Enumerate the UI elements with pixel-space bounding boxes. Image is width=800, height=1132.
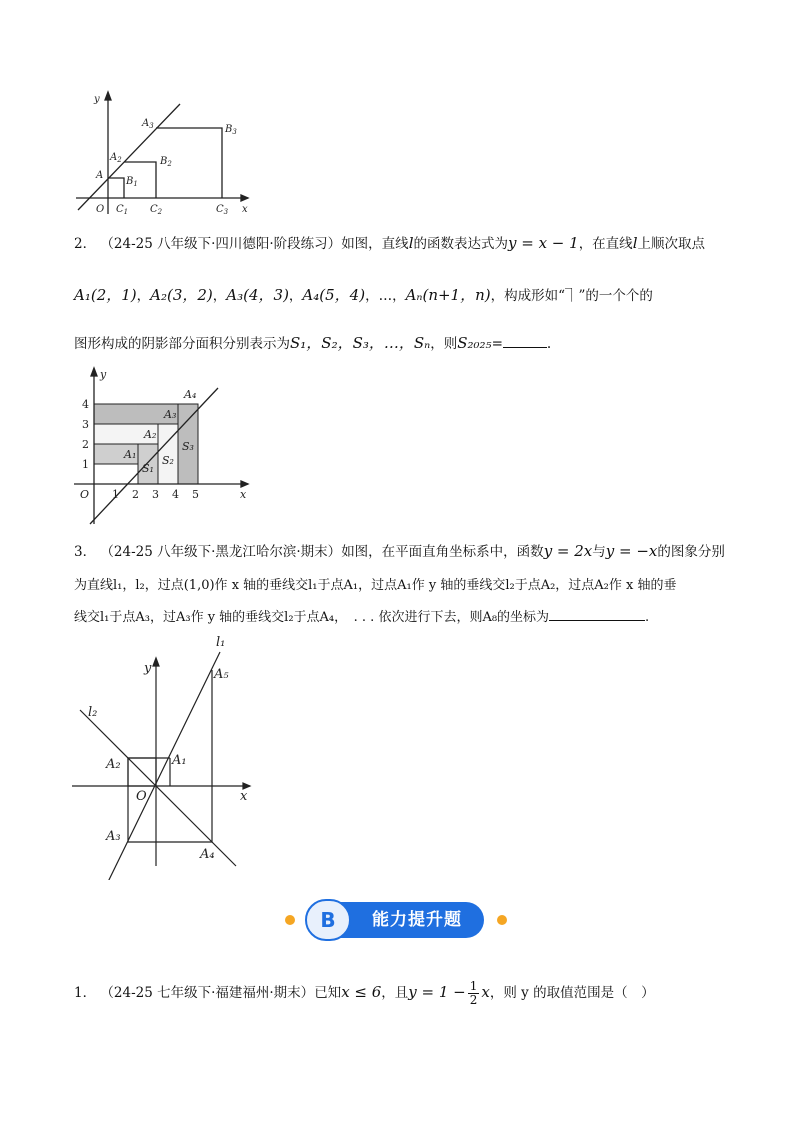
fig1-origin: O <box>96 204 105 215</box>
fig1-b1-label: $B_1$ <box>126 176 138 188</box>
x-tick: 1 <box>112 488 119 501</box>
point-a4: A₄ <box>200 847 215 862</box>
y-tick: 3 <box>82 418 89 431</box>
y-tick: 1 <box>82 458 89 471</box>
question-source: （24-25 七年级下·福建福州·期末） <box>100 985 315 1001</box>
line-l1 <box>106 652 220 880</box>
y-tick: 2 <box>82 438 89 451</box>
equation: y = x − 1 <box>508 234 579 252</box>
point-a4: A₄ <box>184 388 197 401</box>
fig3-y-label: y <box>144 661 152 676</box>
fig1-b2-label: $B_2$ <box>160 156 172 168</box>
label-l1: l₁ <box>216 635 226 650</box>
point-a1: A₁ <box>172 753 187 768</box>
question-number: 2． <box>74 236 97 252</box>
figure-staircase-rectangles <box>70 88 260 220</box>
question-3-line-3: 线交l₁于点A₃，过A₃作 y 轴的垂线交l₂于点A₄， . . . 依次进行下去，则A₈的坐标为 . <box>74 610 650 625</box>
question-number: 3． <box>74 544 97 560</box>
figure-spiral-points <box>64 630 264 880</box>
fig2-x-label: x <box>240 488 247 501</box>
section-letter: B <box>320 908 336 932</box>
x-tick: 5 <box>192 488 199 501</box>
fig1-c2-label: $C_2$ <box>150 204 163 216</box>
point-a2: A₂ <box>144 428 157 441</box>
fig1-a3-label: $A_3$ <box>142 118 154 130</box>
fig1-a1: A <box>96 170 104 181</box>
area-s3: S₃ <box>182 440 194 453</box>
question-2-line-3: 图形构成的阴影部分面积分别表示为S₁，S₂，S₃，…，Sₙ，则S₂₀₂₅= . <box>74 334 552 352</box>
fig1-a2-label: $A_2$ <box>110 152 122 164</box>
corner-shape-glyph: ⏋ <box>565 288 579 304</box>
dot-left-icon <box>285 915 295 925</box>
area-s2: S₂ <box>162 454 174 467</box>
x-tick: 3 <box>152 488 159 501</box>
section-title: 能力提升题 <box>372 910 462 930</box>
area-s1: S₁ <box>142 462 154 475</box>
question-b1: 1． （24-25 七年级下·福建福州·期末）已知x ≤ 6，且y = 1 − $\frac{1}{2}$ x，则 y 的取值范围是（ ） <box>74 979 655 1007</box>
question-source: （24-25 八年级下·四川德阳·阶段练习） <box>100 236 342 252</box>
fig2-origin: O <box>80 488 90 501</box>
fig3-origin: O <box>136 789 147 804</box>
fig1-y-label: y <box>94 94 100 105</box>
fig1-b3-label: $B_3$ <box>225 124 237 136</box>
fig1-c1-label: $C_1$ <box>116 204 129 216</box>
fig3-x-label: x <box>240 789 248 804</box>
answer-blank[interactable] <box>503 347 547 348</box>
fraction: $\frac{1}{2}$ <box>469 979 478 1007</box>
point-a5: A₅ <box>214 667 229 682</box>
question-2-line-2: A₁(2，1)，A₂(3，2)，A₃(4，3)，A₄(5，4)，…，Aₙ(n+1，n)，构成形如“⏋”的一个个的 <box>74 286 653 304</box>
dot-right-icon <box>497 915 507 925</box>
question-number: 1． <box>74 985 97 1001</box>
section-header-b <box>0 898 800 942</box>
x-tick: 4 <box>172 488 179 501</box>
question-2-line-1: 2． （24-25 八年级下·四川德阳·阶段练习）如图，直线l的函数表达式为y = x − 1，在直线l上顺次取点 <box>74 234 705 252</box>
point-a2: A₂ <box>106 757 121 772</box>
point-a1: A₁ <box>124 448 137 461</box>
point-a3: A₃ <box>164 408 177 421</box>
x-tick: 2 <box>132 488 139 501</box>
answer-blank[interactable] <box>549 620 645 621</box>
point-a3: A₃ <box>106 829 121 844</box>
y-tick: 4 <box>82 398 89 411</box>
question-source: （24-25 八年级下·黑龙江哈尔滨·期末） <box>100 544 342 560</box>
label-l2: l₂ <box>88 705 98 720</box>
question-3-line-1: 3． （24-25 八年级下·黑龙江哈尔滨·期末）如图，在平面直角坐标系中，函数y = 2x与y = −x的图象分别 <box>74 542 725 560</box>
fig1-c3-label: $C_3$ <box>216 204 229 216</box>
fig1-x-label: x <box>242 204 248 215</box>
fig2-y-label: y <box>100 368 107 381</box>
question-3-line-2: 为直线l₁，l₂，过点(1,0)作 x 轴的垂线交l₁于点A₁，过点A₁作 y 轴的垂线交l₂于点A₂，过点A₂作 x 轴的垂 <box>74 578 677 593</box>
figure-shaded-areas <box>70 364 260 530</box>
